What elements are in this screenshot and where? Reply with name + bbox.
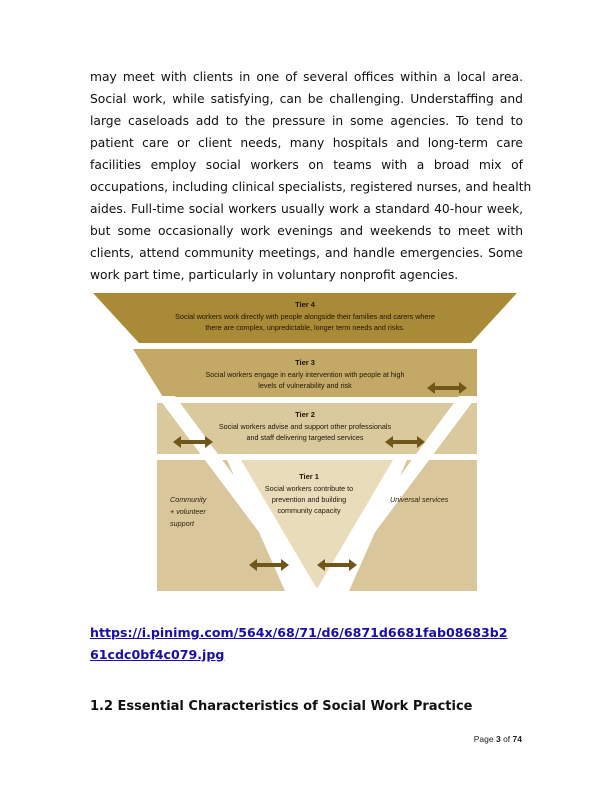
paragraph-line: large caseloads add to the pressure in some agencies. To tend to xyxy=(90,114,523,128)
page-current: 3 xyxy=(495,734,501,744)
band-gap-mid xyxy=(93,397,517,403)
tier3-title: Tier 3 xyxy=(295,358,315,367)
left-side-label: Community xyxy=(170,495,207,504)
paragraph-line: but some occasionally work evenings and weekends to meet with xyxy=(90,224,523,238)
page-number xyxy=(474,734,522,744)
tier1-line: prevention and building xyxy=(271,495,347,504)
link-line[interactable]: 61cdc0bf4c079.jpg xyxy=(90,647,225,662)
tier2-title: Tier 2 xyxy=(295,410,315,419)
body-paragraph xyxy=(90,66,532,286)
tier3-line: levels of vulnerability and risk xyxy=(258,381,352,390)
tier1-title: Tier 1 xyxy=(299,472,319,481)
band-gap-top xyxy=(93,343,517,349)
left-side-label: + volunteer xyxy=(170,507,206,516)
right-side-label: Universal services xyxy=(390,495,449,504)
tier4-title: Tier 4 xyxy=(295,300,315,309)
page-total: 74 xyxy=(512,734,522,744)
right-edge-notch xyxy=(477,293,517,593)
tier4-line: Social workers work directly with people alongside their families and carers where xyxy=(175,312,435,321)
paragraph-line: clients, attend community meetings, and handle emergencies. Some xyxy=(90,246,523,260)
tier1-line: community capacity xyxy=(277,506,341,515)
tier-diagram xyxy=(93,293,517,593)
paragraph-line: work part time, particularly in voluntary nonprofit agencies. xyxy=(90,268,459,282)
left-side-label: support xyxy=(170,519,194,528)
page-prefix: Page xyxy=(473,734,496,744)
paragraph-line: may meet with clients in one of several offices within a local area. xyxy=(90,70,523,84)
page-middle: of xyxy=(500,734,513,744)
section-heading: 1.2 Essential Characteristics of Social Work Practice xyxy=(90,699,473,714)
tier2-line: Social workers advise and support other professionals xyxy=(218,422,392,431)
tier1-line: Social workers contribute to xyxy=(264,484,354,493)
image-source-link[interactable] xyxy=(90,622,530,666)
paragraph-line: patient care or client needs, many hospitals and long-term care xyxy=(90,136,523,150)
tier3-line: Social workers engage in early intervention with people at high xyxy=(205,370,405,379)
link-line[interactable]: https://i.pinimg.com/564x/68/71/d6/6871d6681fab08683b2 xyxy=(90,625,508,640)
paragraph-line: facilities employ social workers on teams with a broad mix of xyxy=(90,158,523,172)
paragraph-line: occupations, including clinical specialists, registered nurses, and health xyxy=(90,180,532,194)
paragraph-line: Social work, while satisfying, can be challenging. Understaffing and xyxy=(90,92,523,106)
tier4-line: there are complex, unpredictable, longer term needs and risks. xyxy=(205,323,405,332)
paragraph-line: aides. Full-time social workers usually work a standard 40-hour week, xyxy=(90,202,523,216)
band-gap-low xyxy=(93,454,517,460)
tier2-line: and staff delivering targeted services xyxy=(246,433,364,442)
